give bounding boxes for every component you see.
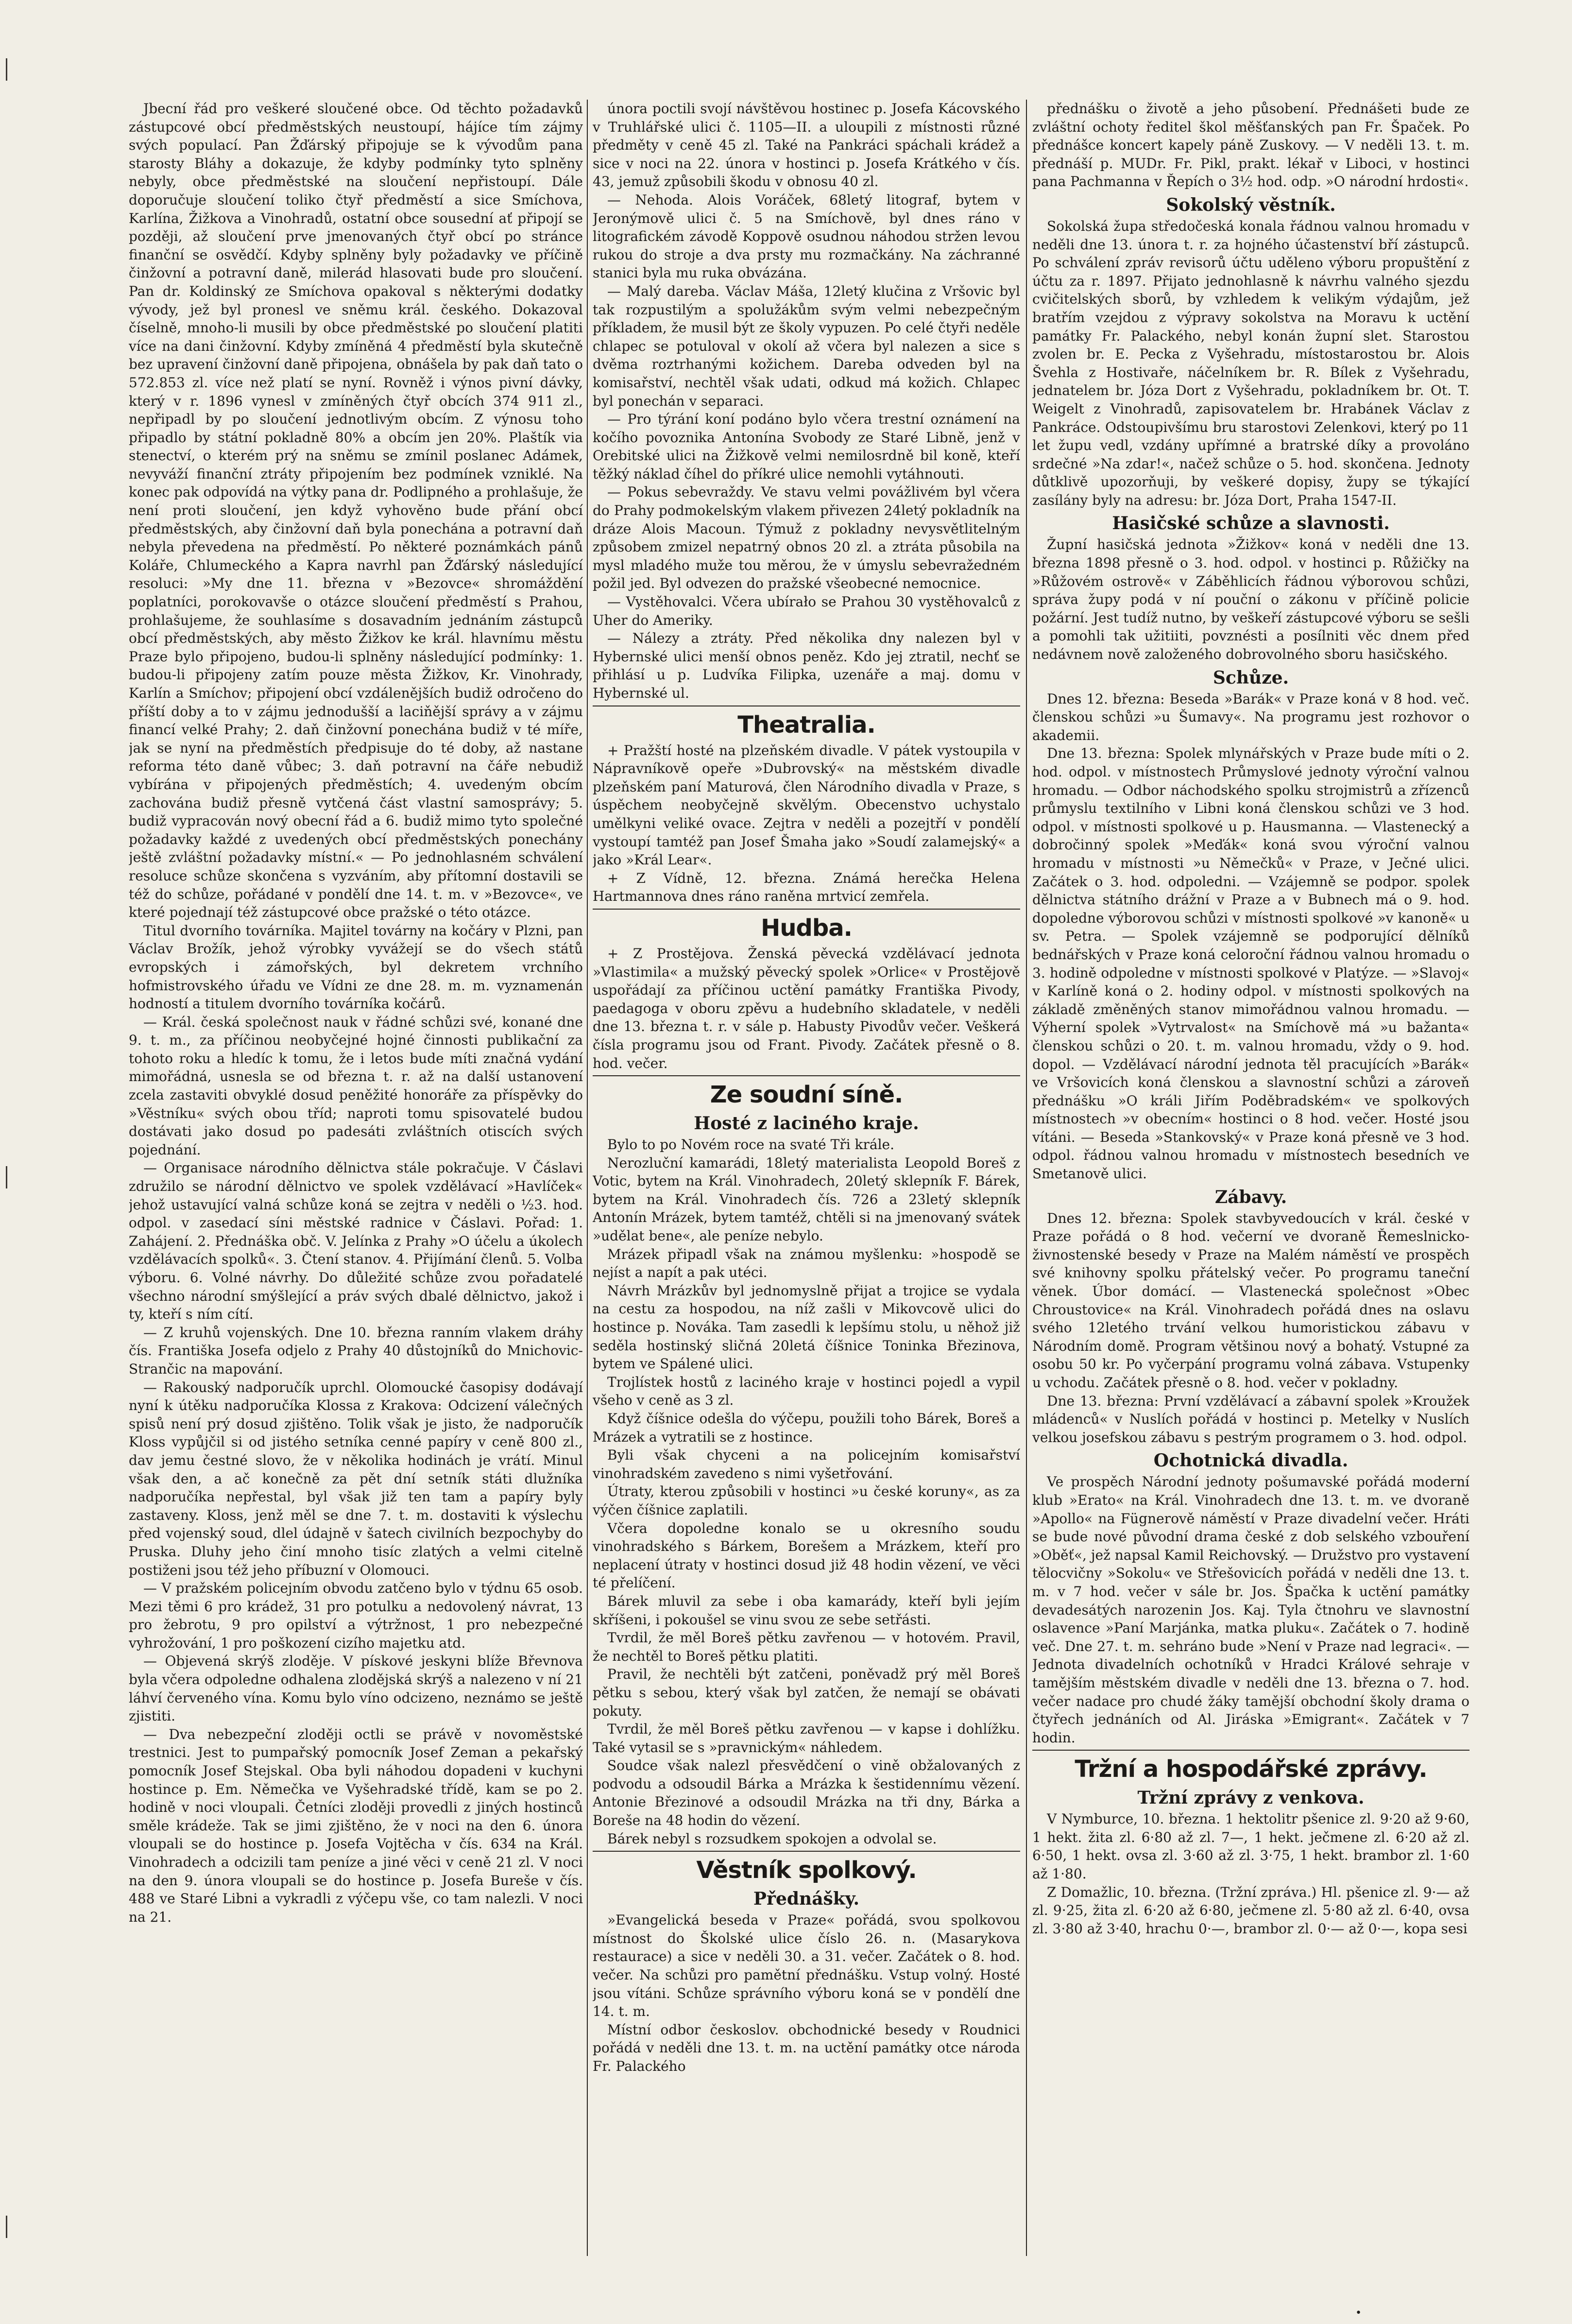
article-paragraph: Trojlístek hostů z laciného kraje v hostinci pojedl a vypil všeho v ceně as 3 zl. bbox=[593, 1374, 1020, 1409]
column-3 bbox=[1032, 100, 1469, 2266]
article-paragraph: Ve prospěch Národní jednoty pošumavské pořádá moderní klub »Erato« na Král. Vinohradech dne 13. t. m. ve dvoraně »Apollo« na Fügnerově náměstí v Praze divadelní večer. Hráti se bude nové původní drama české z dob selského vzbouření »Oběť«, jež napsal Kamil Reichovský. — Družstvo pro vystavení tělocvičny »Sokolu« ve Střešovicích pořádá v neděli dne 13. t. m. v 7 hod. večer v sále br. Jos. Špačka k uctění památky devadesátých narozenin Jos. Kaj. Tyla čtnohru ve slavnostní oslavence »Paní Marjánka, matka pluku«. Začátek o 7. hodině več. Dne 27. t. m. sehráno bude »Není v Praze nad legraci«. — Jednota divadelních ochotníků v Hradci Králové sehraje v tamějším městském divadle v neděli dne 13. března o 7. hod. večer nadace pro chudé žáky tamější obchodní školy drama o čtyřech jednáních od Al. Jiráska »Emigrant«. Začátek v 7 hodin. bbox=[1032, 1474, 1469, 1746]
article-paragraph: Když číšnice odešla do výčepu, použili toho Bárek, Boreš a Mrázek a vytratili se z hostince. bbox=[593, 1411, 1020, 1445]
section-heading-meetings: Schůze. bbox=[1213, 667, 1289, 688]
article-title: Tržní zprávy z venkova. bbox=[1137, 1788, 1365, 1808]
article-paragraph: + Z Vídně, 12. března. Známá herečka Helena Hartmannova dnes ráno raněna mrtvicí zemřela. bbox=[593, 870, 1020, 905]
column-rule bbox=[587, 100, 588, 2256]
article-paragraph: + Pražští hosté na plzeňském divadle. V pátek vystoupila v Nápravníkově opeře »Dubrovský« na městském divadle plzeňském paní Maturová, člen Národního divadla v Praze, s úspěchem neobyčejně skvělým. Obecenstvo uchystalo umělkyni veliké ovace. Zejtra v neděli a pozejtří v pondělí vystoupí tamtéž pan Josef Šmaha jako »Soudí zalamejský« a jako »Král Lear«. bbox=[593, 742, 1020, 868]
scan-edge-mark bbox=[6, 2216, 7, 2238]
article-title: Hosté z laciného kraje. bbox=[694, 1113, 919, 1134]
article-paragraph: — Dva nebezpeční zloději octli se právě v novoměstské trestnici. Jest to pumpařský pomocník Josef Zeman a pekařský pomocník Josef Stejskal. Oba byli náhodou dopadeni v kuchyni hostince p. Em. Němečka ve Vyšehradské třídě, kam se po 2. hodině v noci vloupali. Četníci zloději provedli z jiných hostinců směle krádeže. Tak se jimi zjištěno, že v noci na den 6. února vloupali se do hostince p. Josefa Vojtěcha v čís. 634 na Král. Vinohradech a odcizili tam peníze a jiné věci v ceně 21 zl. V noci na den 9. února vloupali se do hostince p. Josefa Bureše v čís. 488 ve Staré Libni a vykradli z výčepu vše, co tam nalezli. V noci na 21. bbox=[129, 1726, 583, 1925]
article-paragraph: Dnes 12. března: Beseda »Barák« v Praze koná v 8 hod. več. členskou schůzi »u Šumavy«. Na programu jest rozhovor o akademii. bbox=[1032, 690, 1469, 743]
section-heading-market: Tržní a hospodářské zprávy. bbox=[1075, 1756, 1427, 1783]
article-paragraph: — Nehoda. Alois Voráček, 68letý litograf, bytem v Jeronýmově ulici č. 5 na Smíchově, byl dnes ráno v litografickém závodě Koppově osudnou náhodou stržen levou rukou do stroje a dva prsty mu rozmačkány. Na záchranné stanici byla mu ruka obvázána. bbox=[593, 191, 1020, 281]
article-paragraph: Tvrdil, že měl Boreš pětku zavřenou — v kapse i dohlížku. Také vytasil se s »pravnickým« náhledem. bbox=[593, 1721, 1020, 1756]
article-paragraph: Včera dopoledne konalo se u okresního soudu vinohradského s Bárkem, Borešem a Mrázkem, kteří pro neplacení útraty v hostinci dosud již 48 hodin vězení, ve věci té přelíčení. bbox=[593, 1520, 1020, 1591]
article-paragraph: Nerozluční kamarádi, 18letý materialista Leopold Boreš z Votic, bytem na Král. Vinohradech, 20letý sklepník F. Bárek, bytem na Král. Vinohradech čís. 726 a 23letý sklepník Antonín Mrázek, bytem tamtéž, chtěli si na jmenovaný svátek »udělat bene«, ale peníze nebylo. bbox=[593, 1154, 1020, 1244]
article-paragraph: Místní odbor českoslov. obchodnické besedy v Roudnici pořádá v neděli dne 13. t. m. na uctění památky otce národa Fr. Palackého bbox=[593, 2021, 1020, 2074]
article-paragraph: Mrázek připadl však na známou myšlenku: »hospodě se nejíst a napít a pak utéci. bbox=[593, 1246, 1020, 1281]
section-heading-theatre: Theatralia. bbox=[737, 711, 875, 739]
article-paragraph: Dne 13. března: První vzdělávací a zábavní spolek »Kroužek mládenců« v Nuslích pořádá v hostinci p. Metelky v Nuslích velkou josefskou zábavu s pestrým programem o 3. hod. odpol. bbox=[1032, 1393, 1469, 1446]
article-paragraph: Jbecní řád pro veškeré sloučené obce. Od těchto požadavků zástupcové obcí předměstských neustoupí, hájíce tím zájmy svých populací. Pan Žďárský připojuje se k vývodům pana starosty Bláhy a dokazuje, že kdyby podmínky tyto splněny nebyly, obce předměstské na sloučení nepřistoupí. Dále doporučuje sloučení toliko čtyř předměstí a sice Smíchova, Karlína, Žižkova a Vinohradů, ostatní obce sousední ať připojí se později, až sloučení prve jmenovaných čtyř obcí po stránce finanční se osvědčí. Kdyby splněny byly požadavky ve příčině činžovní a potravní daně, milerád hlasovati bude pro sloučení. Pan dr. Koldinský ze Smíchova opakoval s některými dodatky vývody, jež byl pronesl ve sněmu král. českého. Dokazoval číselně, mnoho-li musili by obce předměstské po sloučení platiti více na dani činžovní. Kdyby zmíněná 4 předměstí byla skutečně bez upravení činžovní daně připojena, obnášela by pak daň tato o 572.853 zl. více než platí se nyní. Rovněž i výnos pivní dávky, který v r. 1896 vynesl v zmíněných čtyř obcích 374 911 zl., nepřipadl by po sloučení jednotlivým obcím. Z výnosu toho připadlo by státní pokladně 80% a obcím jen 20%. Plaštík via stenectví, o kterém prý na sněmu se zmínil poslanec Adámek, nevyváží finanční ztráty připojením bez podmínek vzniklé. Na konec pak odpovídá na výtky pana dr. Podlipného a prohlašuje, že není proti sloučení, jen když vyhověno bude přání obcí předměstských, aby činžovní daň byla ponechána a potravní daň nebyla převedena na předměstí. Po některé poznámkách pánů Koláře, Chlumeckého a Kapra navrhl pan Žďárský následující resoluci: »My dne 11. března v »Bezovce« shromáždění poplatníci, porokovavše o otázce sloučení předměstí s Prahou, prohlašujeme, že souhlasíme s dosavadním jednáním zástupců obcí předměstských, aby město Žižkov ke král. hlavnímu městu Praze bylo připojeno, budou-li splněny následující podmínky: 1. budou-li připojeny zatím pouze města Žižkov, Kr. Vinohrady, Karlín a Smíchov; připojení obcí vzdálenějších budiž odročeno do příští doby a to v zájmu jednodušší a laciňější správy a v zájmu financí velké Prahy; 2. daň činžovní ponechána budiž v té míře, jak se nyní na předměstích předpisuje do té doby, až nastane reforma této daně vůbec; 3. daň potravní na čáře nebudiž vybírána v připojených předměstích; 4. uvedeným obcím zachována budiž přesně vytčená část vlastní samosprávy; 5. budiž vypracován nový obecní řád a 6. budiž mimo tyto společné požadavky každé z uvedených obcí předměstských ponechány ještě zvláštní požadavky místní.« — Po jednohlasném schválení resoluce schůze skončena s vyzváním, aby přítomní dostavili se též do schůze, pořádané v pondělí dne 14. t. m. v »Bezovce«, ve které pojednají též zástupcové obce pražské o této otázce. bbox=[129, 101, 583, 921]
article-paragraph: — Malý dareba. Václav Máša, 12letý klučina z Vršovic byl tak rozpustilým a spolužákům svým velmi nebezpečným příkladem, že musil být ze školy vypuzen. Po celé čtyři neděle chlapec se potuloval v okolí až včera byl nalezen a sice s dvěma roztrhanými kožichem. Dareba odveden byl na komisařství, nechtěl však udati, odkud má kožich. Chlapec byl ponechán v separaci. bbox=[593, 283, 1020, 409]
article-paragraph: + Z Prostějova. Ženská pěvecká vzdělávací jednota »Vlastimila« a mužský pěvecký spolek »Orlice« v Prostějově uspořádají za příčinou uctění památky Františka Pivody, paedagoga v oboru zpěvu a hudebního skladatele, v neděli dne 13. března t. r. v sále p. Habusty Pivodův večer. Veškerá čísla programu jsou od Frant. Pivody. Začátek přesně o 8. hod. večer. bbox=[593, 945, 1020, 1071]
article-paragraph: — Pro týrání koní podáno bylo včera trestní oznámení na kočího povoznika Antonína Svobody ze Staré Libně, jenž v Orebitské ulici na Žižkově velmi nemilosrdně bil koně, kteří těžký náklad číhel do příkré ulice nemohli vytáhnouti. bbox=[593, 411, 1020, 482]
column-2 bbox=[593, 100, 1020, 2266]
section-heading-fire: Hasičské schůze a slavnosti. bbox=[1112, 513, 1390, 534]
article-paragraph: Tvrdil, že měl Boreš pětku zavřenou — v hotovém. Pravil, že nechtěl to Boreš pětku platiti. bbox=[593, 1630, 1020, 1664]
article-paragraph: — Vystěhovalci. Včera ubírało se Prahou 30 vystěhovalců z Uher do Ameriky. bbox=[593, 594, 1020, 628]
article-paragraph: Útraty, kterou způsobili v hostinci »u české koruny«, as za výčen číšnice zaplatili. bbox=[593, 1483, 1020, 1518]
article-paragraph: Dnes 12. března: Spolek stavbyvedoucích v král. české v Praze pořádá o 8 hod. večerní ve dvoraně Řemeslnicko-živnostenské besedy v Praze na Malém náměstí ve prospěch své knihovny spolku přátelský večer. Po programu taneční věnek. Úbor domácí. — Vlastenecká společnost »Obec Chroustovice« na Král. Vinohradech pořádá dnes na oslavu svého 12letého trvání velkou humoristickou zábavu v Národním domě. Program většinou nový a bohatý. Vstupné za osobu 50 kr. Po vyčerpání programu volná zábava. Vstupenky u vchodu. Začátek přesně o 8. hod. večer v pokladny. bbox=[1032, 1210, 1469, 1391]
section-divider bbox=[593, 1075, 1020, 1076]
article-paragraph: Dne 13. března: Spolek mlynářských v Praze bude míti o 2. hod. odpol. v místnostech Průmyslové jednoty výroční valnou hromadu. — Odbor náchodského spolku strojmistrů a zřízenců průmyslu textilního v Libni koná členskou schůzi ve 3 hod. odpol. v místnosti spolkové u p. Hausmanna. — Vlastenecký a dobročinný spolek »Meďák« koná svou výroční valnou hromadu v místnosti »u Němečků« v Praze, v Ječné ulici. Začátek o 3. hod. odpoledni. — Vzájemně se podpor. spolek dělnictva státního drážní v Praze a v Bubnech má o 9. hod. dopoledne výborovou schůzi v místnosti spolkové »v kanoně« u sv. Petra. — Spolek vzájemně se podporující dělníků bednářských v Praze koná celoroční řádnou valnou hromadu o 3. hodině odpoledne v místnosti spolkové v Platýze. — »Slavoj« v Karlíně koná o 2. hodiny odpol. v místnosti spolkových na základě změněných stanov mimořádnou valnou hromadu. — Výherní spolek »Vytrvalost« na Smíchově má »u bažanta« členskou schůzi o 20. t. m. valnou hromadu, vždy o 9. hod. dopol. — Vzdělávací národní jednota těl pracujících »Barák« ve Vršovicích koná členskou a slavnostní schůzi a zároveň přednášku »O králi Jiřím Poděbradském« ve spolkových místnostech »v obecním« hostinci o 8 hod. večer. Hosté jsou vítáni. — Beseda »Stankovský« v Praze koná přesně ve 3 hod. odpol. řádnou valnou hromadu v místnostech besedních ve Smetanově ulici. bbox=[1032, 745, 1469, 1182]
article-paragraph: V Nymburce, 10. března. 1 hektolitr pšenice zl. 9·20 až 9·60, 1 hekt. žita zl. 6·80 až zl. 7—, 1 hekt. ječmene zl. 6·20 až zl. 6·50, 1 hekt. ovsa zl. 3·60 až zl. 3·75, 1 hekt. brambor zl. 1·60 až 1·80. bbox=[1032, 1811, 1469, 1882]
article-paragraph: Bárek nebyl s rozsudkem spokojen a odvolal se. bbox=[607, 1830, 937, 1847]
article-paragraph: — Organisace národního dělnictva stále pokračuje. V Čáslavi združilo se národní dělnictvo ve spolek vzdělávací »Havlíček« jehož ustavující valná schůze koná se zejtra v neděli o ½3. hod. odpol. v zasedací síni městské radnice v Čáslavi. Pořad: 1. Zahájení. 2. Přednáška obč. V. Jelínka z Prahy »O účelu a úkolech vzdělávacích spolků«. 3. Čtení stanov. 4. Přijímání členů. 5. Volba výboru. 6. Volné návrhy. Do důležité schůze zvou pořadatelé všechno národní smýšlející a práv svých dbalé dělnictvo, jakož i ty, kteří s ním cítí. bbox=[129, 1160, 583, 1323]
section-divider bbox=[1032, 1750, 1469, 1751]
section-heading-sokol: Sokolský věstník. bbox=[1166, 194, 1336, 215]
article-paragraph: Bylo to po Novém roce na svaté Tři krále. bbox=[607, 1136, 895, 1153]
scan-edge-mark bbox=[6, 1166, 7, 1188]
article-paragraph: — Pokus sebevraždy. Ve stavu velmi povážlivém byl včera do Prahy podmokelským vlakem přivezen 24letý pokladník na dráze Alois Macoun. Týmuž z pokladny nevysvětlitelným způsobem zmizel nepatrný obnos 20 zl. a ztráta působila na mysl mladého muže tou měrou, že v úmyslu sebevražedném požil jed. Byl odvezen do pražské všeobecné nemocnice. bbox=[593, 484, 1020, 592]
page-footer-mark: • bbox=[1355, 2307, 1362, 2319]
column-rule bbox=[1026, 100, 1027, 2256]
article-paragraph: Soudce však nalezl přesvědčení o vině obžalovaných z podvodu a odsoudil Bárka a Mrázka k šestidennímu vězení. Antonie Březinové a odsoudil Mrázka na tři dny, Bárka a Boreše na 48 hodin do vězení. bbox=[593, 1757, 1020, 1829]
article-paragraph: — Nálezy a ztráty. Před několika dny nalezen byl v Hybernské ulici menší obnos peněz. Kdo jej ztratil, nechť se přihlásí u p. Ludvíka Filipka, uzenáře a maj. domu v Hybernské ul. bbox=[593, 630, 1020, 701]
section-heading-court: Ze soudní síně. bbox=[710, 1081, 903, 1109]
article-paragraph: — Král. česká společnost nauk v řádné schůzi své, konané dne 9. t. m., za příčinou neobyčejné hojné činnosti publikační za tohoto roku a hledíc k tomu, že i letos bude míti značná vydání mimořádná, usnesla se od března t. r. až na další ustanovení zcela zastaviti obvyklé dosud peněžité honoráře za příspěvky do »Věstníku« svých obou tříd; naproti tomu spisovatelé budou dostávati jako dosud po padesáti zvláštních otiscích svých pojednání. bbox=[129, 1014, 583, 1158]
article-paragraph: — V pražském policejním obvodu zatčeno bylo v týdnu 65 osob. Mezi těmi 6 pro krádež, 31 pro potulku a nedovolený návrat, 13 pro žebrotu, 9 pro opilství a výtržnost, 1 pro nebezpečné vyhrožování, 1 pro poškození cizího majetku atd. bbox=[129, 1580, 583, 1651]
article-paragraph: Pravil, že nechtěli být zatčeni, poněvadž prý měl Boreš pětku s sebou, který však byl zatčen, že nemají se obávati pokuty. bbox=[593, 1666, 1020, 1719]
article-paragraph: přednášku o životě a jeho působení. Přednášeti bude ze zvláštní ochoty ředitel škol měšťanských pan Fr. Špaček. Po přednášce koncert kapely páně Zuskovy. — V neděli 13. t. m. přednáší p. MUDr. Fr. Pikl, prakt. lékař v Liboci, v hostinci pana Pachmanna v Řepích o 3½ hod. odp. »O národní hrdosti«. bbox=[1032, 101, 1469, 190]
article-paragraph: — Objevená skrýš zloděje. V pískové jeskyni blíže Břevnova byla včera odpoledne odhalena zlodějská skrýš a nalezeno v ní 21 láhví červeného vína. Komu bylo víno odcizeno, neznámo se ještě zjistiti. bbox=[129, 1653, 583, 1724]
column-1 bbox=[129, 100, 583, 2266]
section-divider bbox=[593, 909, 1020, 910]
article-paragraph: — Rakouský nadporučík uprchl. Olomoucké časopisy dodávají nyní k útěku nadporučíka Klossa z Krakova: Odcizení válečných spisů není prý dosud zjištěno. Tolik však je jisto, že nadporučík Kloss vypůjčil si od jistého setníka cenné papíry v ceně 800 zl., dav jemu čestné slovo, že v několika hodinách je vrátí. Minul však den, a ač konečně za pět dní setník státi dlužníka nadporučíka nepřestal, byl však již ten tam a papíry byly zastaveny. Kloss, jenž měl se dne 7. t. m. dostaviti k výslechu před vojenský soud, dlel údajně v šatech civilních bezpochyby do Pruska. Dluhy jeho činí mnoho tisíc zlatých a velmi citelně postiženi jsou též jeho příbuzní v Olomouci. bbox=[129, 1379, 583, 1578]
article-paragraph: Titul dvorního továrníka. Majitel továrny na kočáry v Plzni, pan Václav Brožík, jehož výrobky vyvážejí se do všech států evropských i zámořských, byl dekretem vrchního hofmistrovského úřadu ve Vídni ze dne 28. m. m. vyznamenán hodností a titulem dvorního továrníka kočárů. bbox=[129, 922, 583, 1012]
article-paragraph: Návrh Mrázkův byl jednomyslně přijat a trojice se vydala na cestu za hospodou, na níž zašli v Mikovcově ulici do hostince p. Nováka. Tam zasedli k lepšímu stolu, u něhož již seděla hostinský sličná 20letá číšnice Toninka Březinova, bytem ve Spálené ulici. bbox=[593, 1282, 1020, 1372]
section-heading-entertainment: Zábavy. bbox=[1214, 1187, 1287, 1207]
article-paragraph: Byli však chyceni a na policejním komisařství vinohradském zavedeno s nimi vyšetřování. bbox=[593, 1447, 1020, 1481]
section-heading-societies: Věstník spolkový. bbox=[696, 1857, 917, 1884]
article-paragraph: — Z kruhů vojenských. Dne 10. března ranním vlakem dráhy čís. Františka Josefa odjelo z Prahy 40 důstojníků do Mnichovic-Strančic na mapování. bbox=[129, 1324, 583, 1377]
article-title: Přednášky. bbox=[753, 1889, 860, 1910]
article-paragraph: Z Domažlic, 10. března. (Tržní zpráva.) Hl. pšenice zl. 9·— až zl. 9·25, žita zl. 6·20 až 6·80, ječmene zl. 5·80 až zl. 6·40, ovsa zl. 3·80 až 3·40, hrachu 0·—, brambor zl. 0·— až 0·—, kopa sesi bbox=[1032, 1884, 1469, 1937]
article-paragraph: února poctili svojí návštěvou hostinec p. Josefa Kácovského v Truhlářské ulici č. 1105—II. a uloupili z místnosti různé předměty v ceně 45 zl. Také na Pankráci spáchali krádež a sice v noci na 22. února v hostinci p. Josefa Krátkého v čís. 43, jemuž způsobili škodu v obnosu 40 zl. bbox=[593, 101, 1020, 190]
section-heading-amateur-theatre: Ochotnická divadla. bbox=[1153, 1450, 1349, 1471]
article-paragraph: Bárek mluvil za sebe i oba kamarády, kteří byli jejím skříšeni, i pokoušel se vinu svou ze sebe setřásti. bbox=[593, 1593, 1020, 1628]
scan-edge-mark bbox=[6, 58, 7, 81]
article-paragraph: Sokolská župa středočeská konala řádnou valnou hromadu v neděli dne 13. února t. r. za hojného účastenství bří zástupců. Po schválení zpráv revisorů účtu uděleno výboru propuštění z účtu za r. 1897. Přijato jednohlasně k návrhu valného sjezdu cvičitelských sborů, by vzhledem k velikým výdajům, jež bratřím vzejdou z výpravy sokolstva na Moravu k uctění památky Fr. Palackého, nebyl konán župní slet. Starostou zvolen br. E. Pecka z Vyšehradu, místostarostou br. Alois Švehla z Hostivaře, náčelníkem br. R. Bílek z Vyšehradu, jednatelem br. Józa Dort z Vyšehradu, pokladníkem br. Ot. T. Weigelt z Vinohradů, zapisovatelem br. Hrabánek Václav z Pankráce. Odstoupivšímu bru starostovi Zelenkovi, který po 11 let župu vedl, vzdány upřímné a bratrské díky a provoláno srdečné »Na zdar!«, načež schůze o 5. hod. skončena. Jednoty důtklivě upozorňuji, by veškeré dopisy, župy se týkající zasílány byly na adresu: br. Józa Dort, Praha 1547-II. bbox=[1032, 218, 1469, 508]
article-paragraph: »Evangelická beseda v Praze« pořádá, svou spolkovou místnost do Školské ulice číslo 26. n. (Masarykova restaurace) a sice v neděli 30. a 31. večer. Začátek o 8. hod. večer. Na schůzi pro pamětní přednášku. Vstup volný. Hosté jsou vítáni. Schůze správního výboru koná se v pondělí dne 14. t. m. bbox=[593, 1912, 1020, 2020]
section-divider bbox=[593, 1851, 1020, 1852]
section-heading-music: Hudba. bbox=[761, 914, 852, 942]
article-paragraph: Župní hasičská jednota »Žižkov« koná v neděli dne 13. března 1898 přesně o 3. hod. odpol. v hostinci p. Růžičky na »Růžovém ostrově« v Záběhlicích řádnou výborovou schůzi, správa župy podá v ní pouční o zákonu v příčině policie požární. Jest tudíž nutno, by veškeří zástupcové výboru se sešli a pomohli tak užitiiti, povznésti a posílniti věc dnem před nedávnem nově založeného dobrovolného sboru hasičského. bbox=[1032, 536, 1469, 663]
